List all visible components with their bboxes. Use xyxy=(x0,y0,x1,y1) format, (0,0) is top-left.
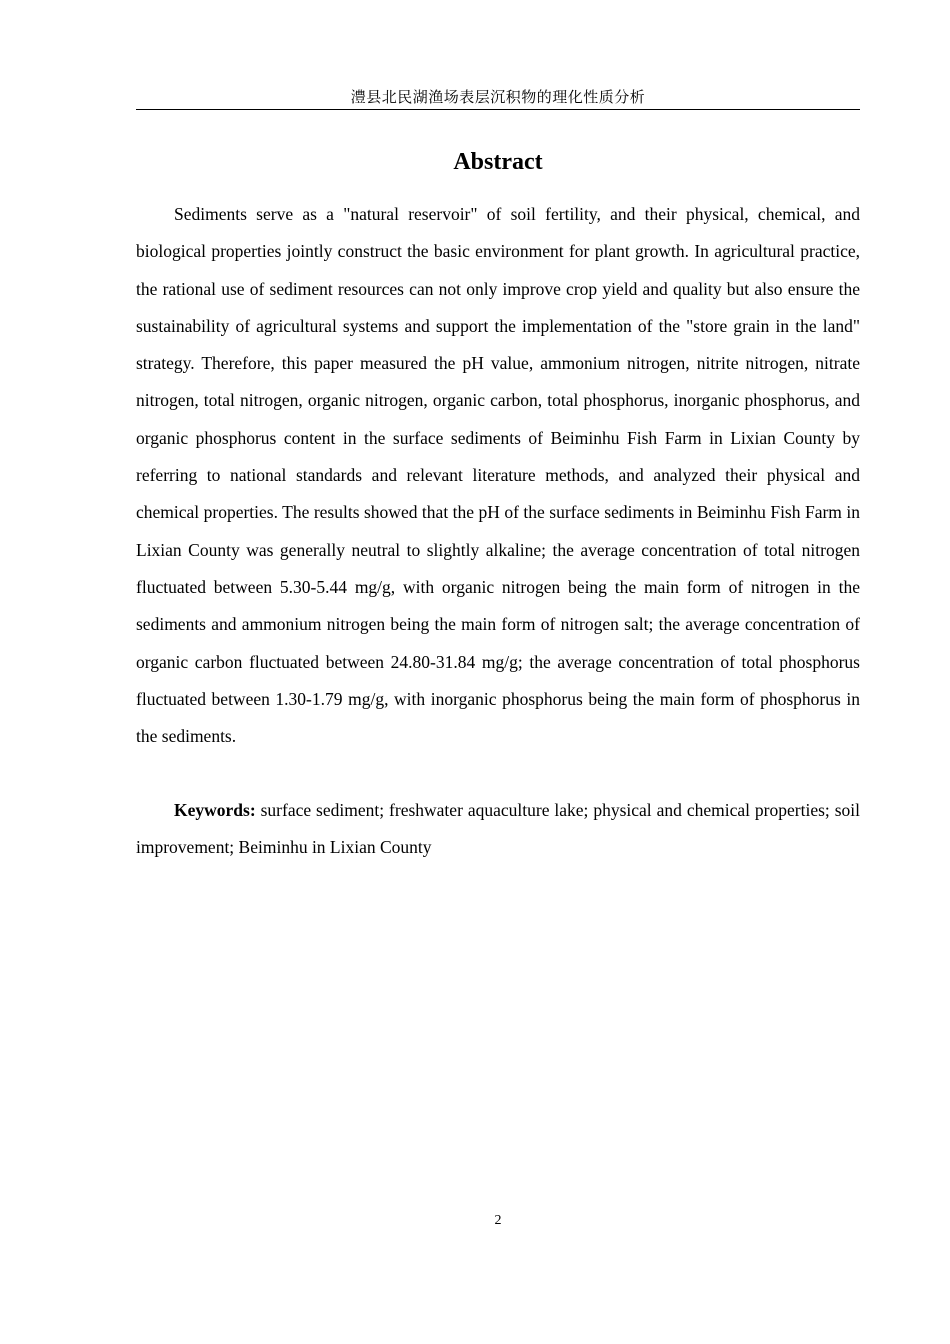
abstract-body: Sediments serve as a "natural reservoir" of soil fertility, and their physical, chemical, and biological properties jointly construct the basic environment for plant growth. In agricultural practice, the rational use of sediment resources can not only improve crop yield and quality but also ensure the sustainability of agricultural systems and support the implementation of the "store grain in the land" strategy. Therefore, this paper measured the pH value, ammonium nitrogen, nitrite nitrogen, nitrate nitrogen, total nitrogen, organic nitrogen, organic carbon, total phosphorus, inorganic phosphorus, and organic phosphorus content in the surface sediments of Beiminhu Fish Farm in Lixian County by referring to national standards and relevant literature methods, and analyzed their physical and chemical properties. The results showed that the pH of the surface sediments in Beiminhu Fish Farm in Lixian County was generally neutral to slightly alkaline; the average concentration of total nitrogen fluctuated between 5.30-5.44 mg/g, with organic nitrogen being the main form of nitrogen in the sediments and ammonium nitrogen being the main form of nitrogen salt; the average concentration of organic carbon fluctuated between 24.80-31.84 mg/g; the average concentration of total phosphorus fluctuated between 1.30-1.79 mg/g, with inorganic phosphorus being the main form of phosphorus in the sediments. xyxy=(136,204,860,747)
header-rule xyxy=(136,109,860,110)
abstract-title: Abstract xyxy=(453,149,543,175)
keywords-label: Keywords: xyxy=(174,800,256,820)
keywords-text: surface sediment; freshwater aquaculture lake; physical and chemical properties; soil improvement; Beiminhu in Lixian County xyxy=(136,800,860,858)
keywords-paragraph xyxy=(136,792,860,867)
page-number: 2 xyxy=(494,1213,502,1228)
running-header: 澧县北民湖渔场表层沉积物的理化性质分析 xyxy=(350,90,646,106)
